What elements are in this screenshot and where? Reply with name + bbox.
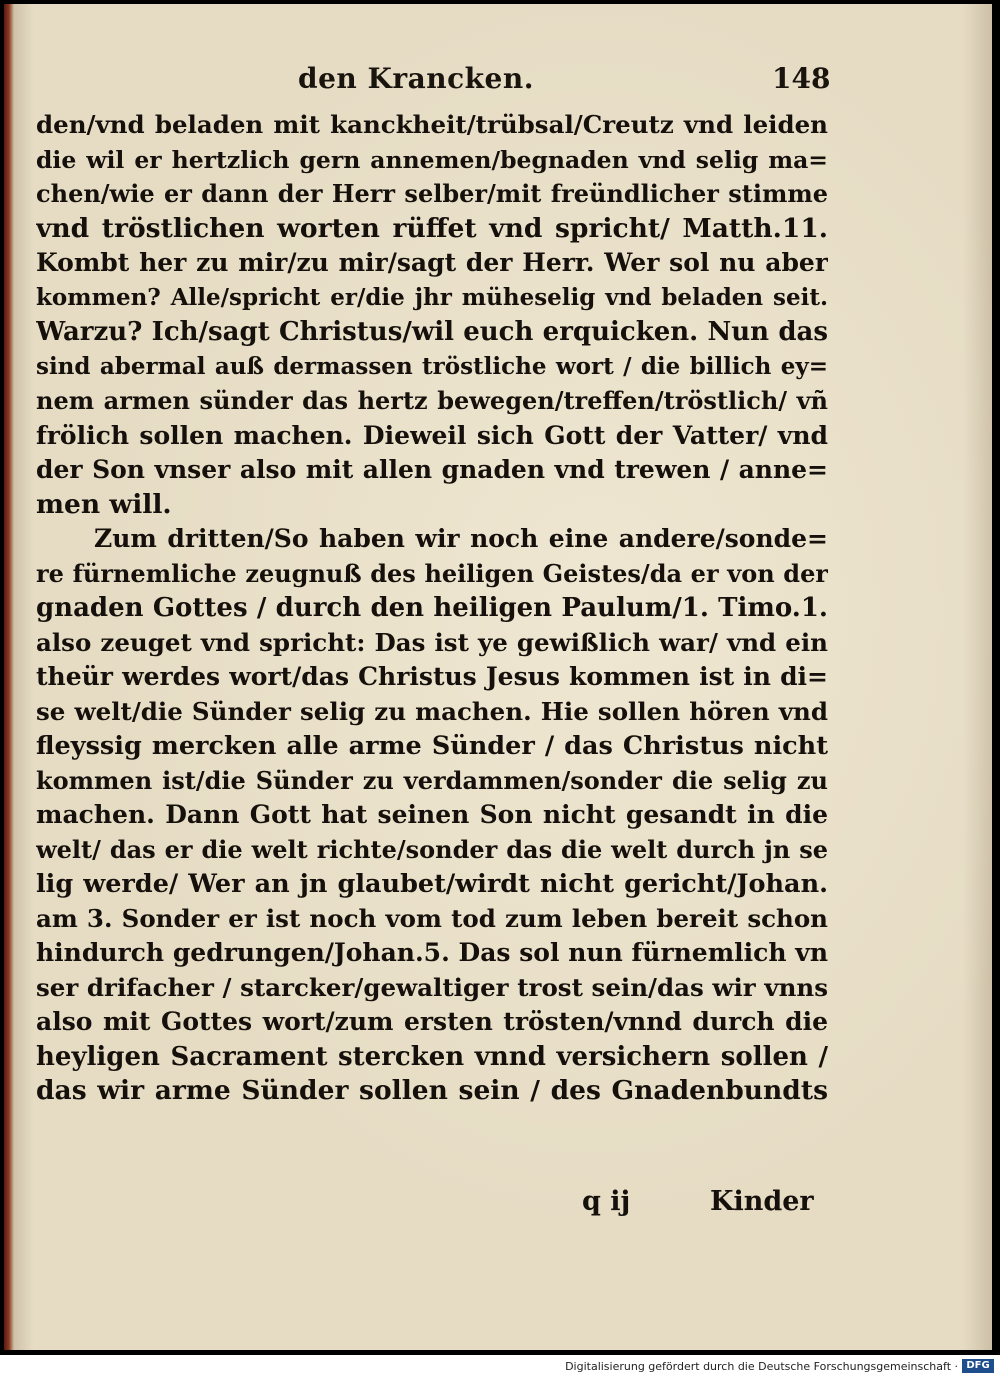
text-block bbox=[36, 108, 828, 1109]
text-line: vnd tröstlichen worten rüffet vnd spricht/ Matth.11. bbox=[36, 212, 828, 244]
text-line: am 3. Sonder er ist noch vom tod zum leben bereit schon bbox=[36, 903, 828, 933]
text-line: gnaden Gottes / durch den heiligen Paulum/1. Timo.1. bbox=[36, 593, 828, 623]
text-line: fleyssig mercken alle arme Sünder / das Christus nicht bbox=[36, 731, 828, 761]
dfg-logo: DFG bbox=[962, 1359, 994, 1373]
running-title: den Krancken. bbox=[298, 62, 534, 95]
text-line: die wil er hertzlich gern annemen/begnaden vnd selig ma= bbox=[36, 145, 828, 174]
footer-bar bbox=[0, 1355, 1000, 1378]
text-line: ser drifacher / starcker/gewaltiger trost sein/das wir vnns bbox=[36, 972, 828, 1002]
text-line: also zeuget vnd spricht: Das ist ye gewißlich war/ vnd ein bbox=[36, 627, 828, 657]
catchword: Kinder bbox=[710, 1186, 814, 1217]
text-line: Zum dritten/So haben wir noch eine andere/sonde= bbox=[94, 524, 828, 553]
text-line: re fürnemliche zeugnuß des heiligen Geistes/da er von der bbox=[36, 558, 828, 588]
binding-edge bbox=[4, 4, 14, 1350]
text-line: kommen ist/die Sünder zu verdammen/sonder die selig zu bbox=[36, 765, 828, 795]
text-line: chen/wie er dann der Herr selber/mit freündlicher stimme bbox=[36, 179, 828, 208]
text-line: theür werdes wort/das Christus Jesus kommen ist in di= bbox=[36, 662, 828, 691]
text-line: men will. bbox=[36, 488, 172, 520]
text-line: machen. Dann Gott hat seinen Son nicht gesandt in die bbox=[36, 800, 828, 829]
text-line: hindurch gedrungen/Johan.5. Das sol nun fürnemlich vn bbox=[36, 938, 828, 967]
text-line: also mit Gottes wort/zum ersten trösten/vnnd durch die bbox=[36, 1007, 828, 1036]
funding-notice: Digitalisierung gefördert durch die Deutsche Forschungsgemeinschaft · bbox=[565, 1360, 958, 1373]
book-page bbox=[4, 4, 992, 1350]
text-line: se welt/die Sünder selig zu machen. Hie sollen hören vnd bbox=[36, 696, 828, 726]
text-line: Kombt her zu mir/zu mir/sagt der Herr. Wer sol nu aber bbox=[36, 248, 828, 277]
text-line: welt/ das er die welt richte/sonder das die welt durch jn se bbox=[36, 834, 828, 864]
text-line: lig werde/ Wer an jn glaubet/wirdt nicht gericht/Johan. bbox=[36, 869, 828, 899]
folio-number: 148 bbox=[772, 62, 831, 95]
text-line: Warzu? Ich/sagt Christus/wil euch erquicken. Nun das bbox=[36, 317, 828, 347]
signature-mark: q ij bbox=[582, 1186, 631, 1217]
running-head bbox=[4, 62, 992, 102]
text-line: das wir arme Sünder sollen sein / des Gnadenbundts bbox=[36, 1075, 828, 1106]
text-line: den/vnd beladen mit kanckheit/trübsal/Creutz vnd leiden bbox=[36, 110, 828, 139]
text-line: sind abermal auß dermassen tröstliche wort / die billich ey= bbox=[36, 352, 828, 380]
text-line: frölich sollen machen. Dieweil sich Gott der Vatter/ vnd bbox=[36, 420, 828, 450]
text-line: kommen? Alle/spricht er/die jhr müheselig vnd beladen seit. bbox=[36, 283, 828, 311]
text-line: heyligen Sacrament stercken vnnd versichern sollen / bbox=[36, 1041, 828, 1072]
text-line: der Son vnser also mit allen gnaden vnd trewen / anne= bbox=[36, 455, 828, 484]
text-line: nem armen sünder das hertz bewegen/treffen/tröstlich/ vñ bbox=[36, 386, 828, 415]
